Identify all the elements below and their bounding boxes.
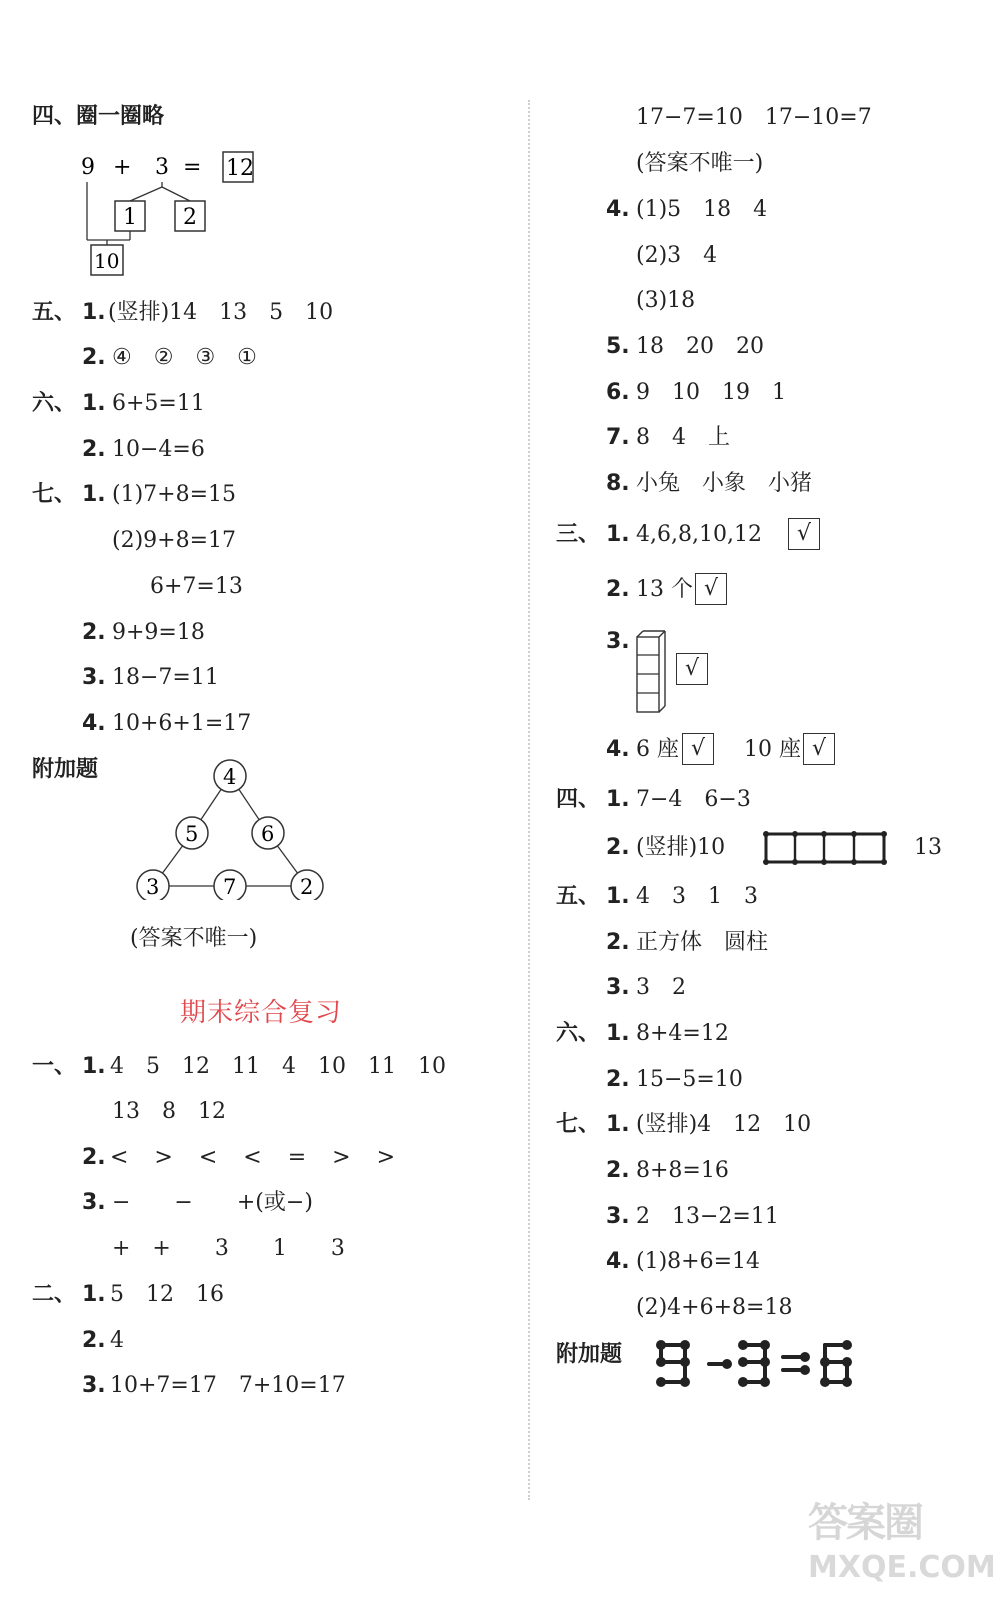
diagram-a: 9 bbox=[81, 155, 95, 180]
p5-i3: 3 2 bbox=[636, 975, 686, 1000]
watermark-top: 答案圈 bbox=[808, 1500, 922, 1546]
q6-i2-num: 2. bbox=[82, 437, 106, 462]
p2d-i4b: (2)3 4 bbox=[636, 243, 718, 268]
diagram-eq: = bbox=[183, 155, 202, 180]
p3-label: 三、 bbox=[556, 522, 601, 547]
q6-i2: 10−4=6 bbox=[112, 437, 205, 462]
p3-i4b: 10 座 bbox=[744, 737, 801, 762]
p2-label: 二、 bbox=[32, 1282, 77, 1307]
p4-i2a: (竖排)10 bbox=[636, 835, 726, 860]
q6-i1-num: 1. bbox=[82, 391, 106, 416]
p2d-i4a: (1)5 18 4 bbox=[636, 197, 768, 222]
p3-i4a: 6 座 bbox=[636, 737, 679, 762]
q7-i1-num: 1. bbox=[82, 482, 106, 507]
p2d-i4-num: 4. bbox=[606, 197, 630, 222]
p7-i3-num: 3. bbox=[606, 1204, 630, 1229]
q7-i1c: 6+7=13 bbox=[150, 574, 243, 599]
p2-i3-num: 3. bbox=[82, 1373, 106, 1398]
p2d-i5: 18 20 20 bbox=[636, 334, 764, 359]
q7-i4-num: 4. bbox=[82, 711, 106, 736]
p2d-i8: 小兔 小象 小猪 bbox=[636, 471, 813, 496]
p7-i4a: (1)8+6=14 bbox=[636, 1249, 761, 1274]
check-mark-icon: √ bbox=[676, 653, 708, 685]
p7-i2: 8+8=16 bbox=[636, 1158, 729, 1183]
p2d-i8-num: 8. bbox=[606, 471, 630, 496]
triangle-node: 6 bbox=[261, 822, 275, 846]
q5-i1: (竖排)14 13 5 10 bbox=[108, 300, 334, 325]
p5-i3-num: 3. bbox=[606, 975, 630, 1000]
q7-i2-num: 2. bbox=[82, 620, 106, 645]
q7-i3: 18−7=11 bbox=[112, 665, 219, 690]
section-title: 期末综合复习 bbox=[180, 998, 343, 1028]
p7-i1-num: 1. bbox=[606, 1112, 630, 1137]
triangle-node: 3 bbox=[146, 875, 160, 899]
p7-i1: (竖排)4 12 10 bbox=[636, 1112, 812, 1137]
q4-header: 四、圈一圈略 bbox=[32, 104, 165, 129]
p1-i3a: − − +(或−) bbox=[112, 1190, 313, 1215]
q7-i3-num: 3. bbox=[82, 665, 106, 690]
diagram-split2: 2 bbox=[183, 205, 197, 230]
p6-i1-num: 1. bbox=[606, 1021, 630, 1046]
check-mark-icon: √ bbox=[682, 733, 714, 765]
p2-i1-num: 1. bbox=[82, 1282, 106, 1307]
diagram-ten: 10 bbox=[94, 249, 120, 273]
check-mark-icon: √ bbox=[803, 733, 835, 765]
p3-i1-num: 1. bbox=[606, 522, 630, 547]
p5-i2-num: 2. bbox=[606, 930, 630, 955]
p1-i1b: 13 8 12 bbox=[112, 1099, 226, 1124]
p1-i3-num: 3. bbox=[82, 1190, 106, 1215]
q7-i2: 9+9=18 bbox=[112, 620, 205, 645]
p4-i2b: 13 bbox=[914, 835, 942, 860]
bonus-note: (答案不唯一) bbox=[130, 926, 258, 951]
p3-i4-num: 4. bbox=[606, 737, 630, 762]
p2-i3: 10+7=17 7+10=17 bbox=[110, 1373, 346, 1398]
p1-i1-num: 1. bbox=[82, 1054, 106, 1079]
triangle-node: 4 bbox=[223, 765, 237, 789]
p6-i1: 8+4=12 bbox=[636, 1021, 729, 1046]
p7-i4-num: 4. bbox=[606, 1249, 630, 1274]
triangle-node: 7 bbox=[223, 875, 237, 899]
p6-i2: 15−5=10 bbox=[636, 1067, 743, 1092]
p2c-l2: (答案不唯一) bbox=[636, 151, 764, 176]
triangle-node: 2 bbox=[300, 875, 314, 899]
q5-i2-num: 2. bbox=[82, 345, 106, 370]
p4-i2-num: 2. bbox=[606, 835, 630, 860]
p5-i1-num: 1. bbox=[606, 884, 630, 909]
bead-abacus-icon bbox=[760, 830, 890, 866]
p1-label: 一、 bbox=[32, 1054, 77, 1079]
column-divider bbox=[528, 100, 530, 1500]
p3-i2-num: 2. bbox=[606, 577, 630, 602]
q7-i1b: (2)9+8=17 bbox=[112, 528, 237, 553]
p2d-i5-num: 5. bbox=[606, 334, 630, 359]
p2-i1: 5 12 16 bbox=[110, 1282, 224, 1307]
check-mark-icon: √ bbox=[788, 518, 820, 550]
watermark-bottom: MXQE.COM bbox=[808, 1550, 996, 1585]
q7-i1a: (1)7+8=15 bbox=[112, 482, 237, 507]
watermark bbox=[808, 1498, 996, 1602]
p4-label: 四、 bbox=[556, 787, 601, 812]
q5-label: 五、 bbox=[32, 300, 77, 325]
triangle-number-puzzle bbox=[125, 755, 335, 900]
p2c-l1: 17−7=10 17−10=7 bbox=[636, 105, 872, 130]
p7-i3: 2 13−2=11 bbox=[636, 1204, 779, 1229]
p2-i2-num: 2. bbox=[82, 1328, 106, 1353]
p2d-i6: 9 10 19 1 bbox=[636, 380, 786, 405]
p7-label: 七、 bbox=[556, 1112, 601, 1137]
p6-i2-num: 2. bbox=[606, 1067, 630, 1092]
check-mark-icon: √ bbox=[695, 573, 727, 605]
p5-i1: 4 3 1 3 bbox=[636, 884, 758, 909]
p3-i2: 13 个 bbox=[636, 577, 693, 602]
p2d-i7: 8 4 上 bbox=[636, 425, 730, 450]
matchstick-equation bbox=[655, 1340, 855, 1390]
p2d-i6-num: 6. bbox=[606, 380, 630, 405]
p5-label: 五、 bbox=[556, 884, 601, 909]
triangle-node: 5 bbox=[185, 822, 199, 846]
q7-label: 七、 bbox=[32, 482, 77, 507]
q6-label: 六、 bbox=[32, 391, 77, 416]
q5-i1-num: 1. bbox=[82, 300, 106, 325]
p7-i2-num: 2. bbox=[606, 1158, 630, 1183]
cube-stack-icon bbox=[634, 628, 666, 714]
number-split-diagram bbox=[75, 145, 275, 280]
bonus-label-right: 附加题 bbox=[556, 1342, 623, 1367]
p1-i2-num: 2. bbox=[82, 1145, 106, 1170]
p4-i1: 7−4 6−3 bbox=[636, 787, 751, 812]
diagram-result: 12 bbox=[226, 156, 254, 181]
q6-i1: 6+5=11 bbox=[112, 391, 205, 416]
p5-i2: 正方体 圆柱 bbox=[636, 930, 769, 955]
p4-i1-num: 1. bbox=[606, 787, 630, 812]
p2d-i7-num: 7. bbox=[606, 425, 630, 450]
p6-label: 六、 bbox=[556, 1021, 601, 1046]
p1-i2: < > < < = > > bbox=[110, 1145, 398, 1170]
p3-i3-num: 3. bbox=[606, 629, 630, 654]
p7-i4b: (2)4+6+8=18 bbox=[636, 1295, 793, 1320]
p2d-i4c: (3)18 bbox=[636, 288, 696, 313]
p2-i2: 4 bbox=[110, 1328, 124, 1353]
p3-i1: 4,6,8,10,12 bbox=[636, 522, 762, 547]
q5-i2: ④ ② ③ ① bbox=[112, 345, 257, 370]
q7-i4: 10+6+1=17 bbox=[112, 711, 252, 736]
bonus-label-left: 附加题 bbox=[32, 757, 99, 782]
p1-i1a: 4 5 12 11 4 10 11 10 bbox=[110, 1054, 446, 1079]
p1-i3b: + + 3 1 3 bbox=[112, 1236, 345, 1261]
diagram-split1: 1 bbox=[123, 205, 137, 230]
diagram-b: 3 bbox=[155, 155, 169, 180]
diagram-plus: + bbox=[113, 155, 132, 180]
